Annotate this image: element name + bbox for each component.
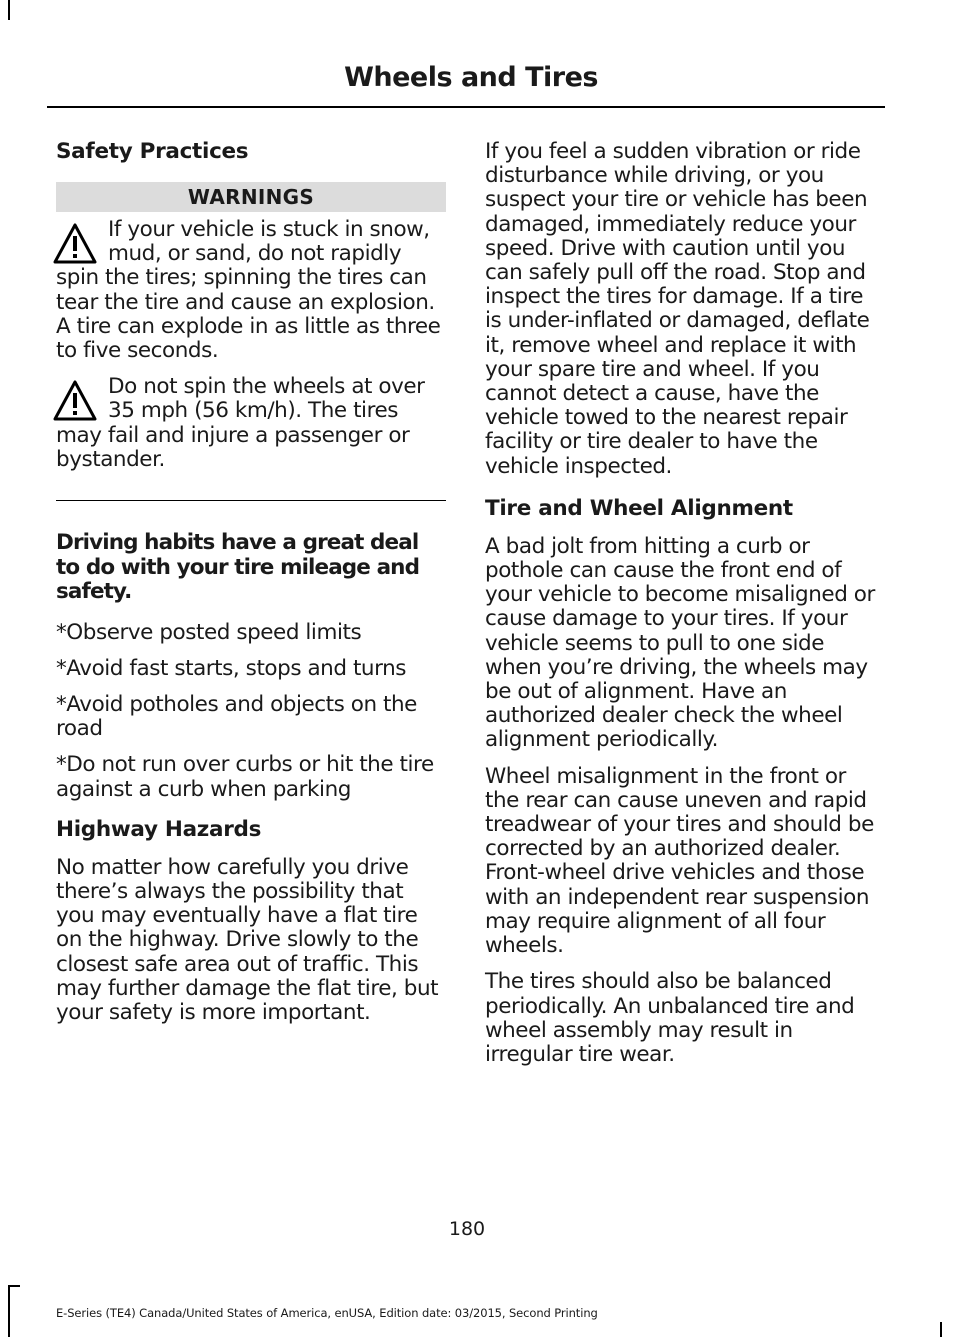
right-column [485, 140, 880, 1079]
highway-hazards-heading: Highway Hazards [56, 816, 262, 842]
warning-triangle-icon [52, 379, 98, 423]
highway-hazards-text: No matter how carefully you drive there’s always the possibility that you may eventually have a flat tire on the highway. Drive slowly to the closest safe area out of traffic. This may further damage the flat tire, but your safety is more important. [56, 854, 439, 1025]
vibration-text: If you feel a sudden vibration or ride disturbance while driving, or you suspect your tire or vehicle has been damaged, immediately reduce your speed. Drive with caution until you can safely pull off the road. Stop and inspect the tires for damage. If a tire is under-inflated or damaged, deflate it, remove wheel and replace it with your spare tire and wheel. If you cannot detect a cause, have the vehicle towed to the nearest repair facility or tire dealer to have the vehicle inspected. [485, 139, 870, 479]
warning-text: If your vehicle is stuck in snow, mud, or sand, do not rapidly spin the tires; spinning the tires can tear the tire and cause an explosion. A tire can explode in as little as three to five seconds. [56, 217, 441, 364]
habit-item: *Avoid potholes and objects on the road [56, 691, 417, 742]
warning-item [56, 218, 446, 363]
page-number: 180 [448, 1218, 486, 1240]
crop-mark-bottom-right [940, 1322, 942, 1337]
warning-text: Do not spin the wheels at over 35 mph (56 km/h). The tires may fail and injure a passenger or bystander. [56, 374, 425, 472]
habit-item: *Avoid fast starts, stops and turns [56, 655, 407, 681]
driving-habits-heading: Driving habits have a great deal to do with your tire mileage and safety. [56, 530, 420, 605]
warning-triangle-icon [52, 222, 98, 266]
warnings-label: WARNINGS [56, 182, 446, 212]
warnings-end-divider [56, 500, 446, 501]
page-title: Wheels and Tires [344, 62, 598, 93]
warning-item [56, 375, 446, 472]
alignment-paragraph: Wheel misalignment in the front or the rear can cause uneven and rapid treadwear of your tires and should be corrected by an authorized dealer. Front-wheel drive vehicles and those with an independent rear suspension may require alignment of all four wheels. [485, 763, 874, 959]
habit-item: *Do not run over curbs or hit the tire against a curb when parking [56, 752, 434, 802]
alignment-heading: Tire and Wheel Alignment [485, 495, 793, 521]
alignment-paragraph: A bad jolt from hitting a curb or pothole can cause the front end of your vehicle to become misaligned or cause damage to your tires. If your vehicle seems to pull to one side when you’re driving, the wheels may be out of alignment. Have an authorized dealer check the wheel alignment periodically. [485, 533, 875, 753]
habit-item: *Observe posted speed limits [56, 619, 362, 645]
edition-footer: E-Series (TE4) Canada/United States of America, enUSA, Edition date: 03/2015, Second Printing [56, 1306, 598, 1320]
safety-practices-heading: Safety Practices [56, 139, 249, 164]
crop-mark-bottom-left [8, 1285, 10, 1337]
crop-mark-top-left [8, 0, 10, 20]
header-divider [47, 106, 885, 108]
alignment-paragraph: The tires should also be balanced periodically. An unbalanced tire and wheel assembly may result in irregular tire wear. [485, 969, 855, 1067]
left-column [56, 140, 446, 1037]
crop-mark-bottom-left-h [8, 1285, 20, 1287]
